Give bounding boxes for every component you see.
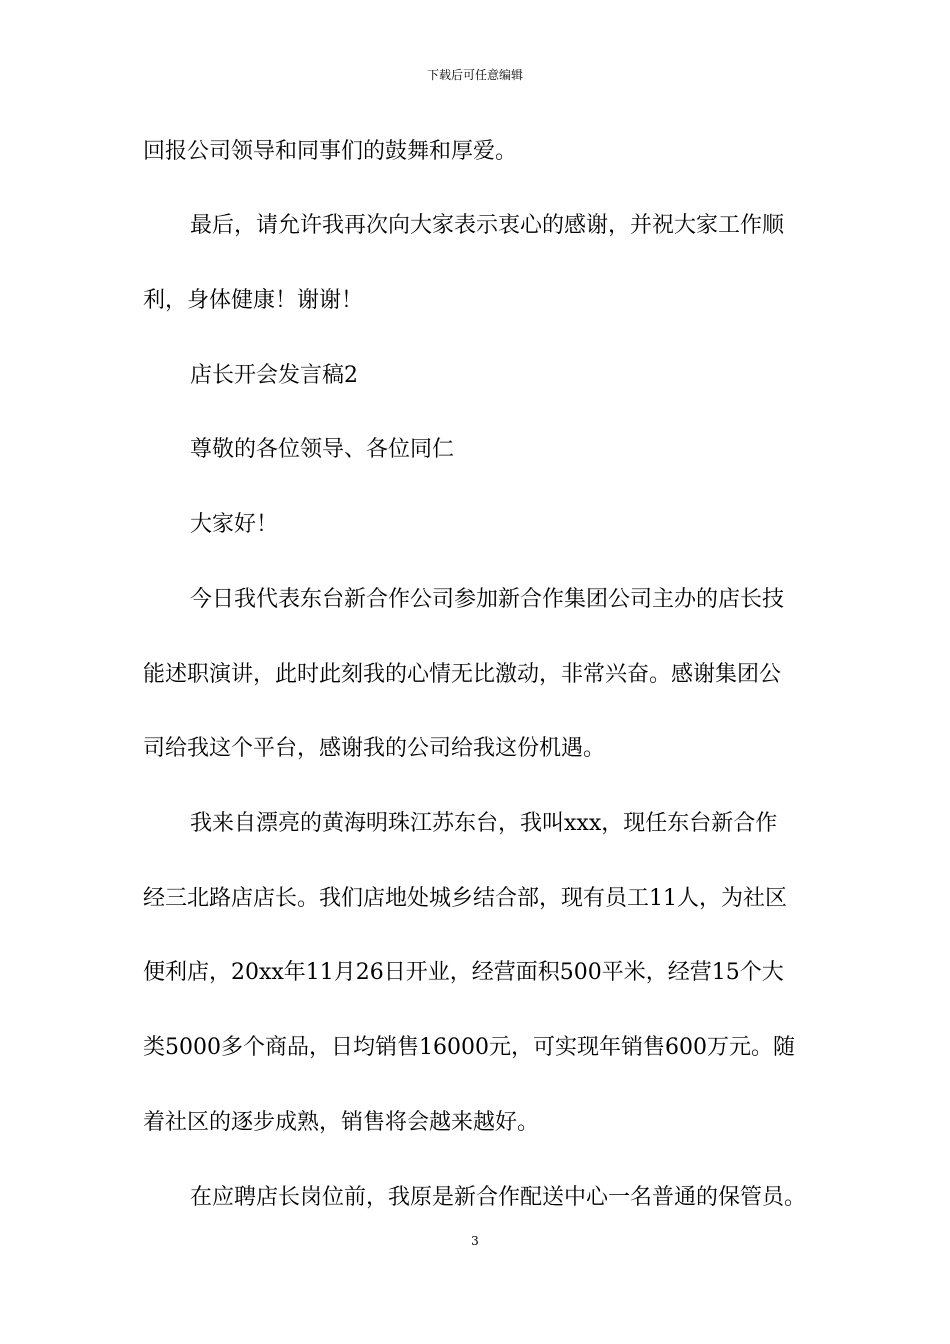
page-number: 3 <box>471 1234 479 1248</box>
text-line: 能述职演讲，此时此刻我的心情无比激动，非常兴奋。感谢集团公 <box>143 662 782 687</box>
text-line: 类5000多个商品，日均销售16000元，可实现年销售600万元。随 <box>143 1035 795 1060</box>
text-line: 今日我代表东台新合作公司参加新合作集团公司主办的店长技 <box>190 587 785 612</box>
text-line: 大家好！ <box>190 512 279 537</box>
text-line: 尊敬的各位领导、各位同仁 <box>190 437 455 462</box>
text-line: 经三北路店店长。我们店地处城乡结合部，现有员工11人，为社区 <box>143 886 787 911</box>
text-line: 在应聘店长岗位前，我原是新合作配送中心一名普通的保管员。 <box>190 1185 807 1210</box>
text-line: 便利店，20xx年11月26日开业，经营面积500平米，经营15个大 <box>143 960 784 985</box>
text-line: 着社区的逐步成熟，销售将会越来越好。 <box>143 1110 540 1135</box>
text-line: 最后，请允许我再次向大家表示衷心的感谢，并祝大家工作顺 <box>190 213 785 238</box>
text-line: 回报公司领导和同事们的鼓舞和厚爱。 <box>143 139 518 164</box>
text-line: 司给我这个平台，感谢我的公司给我这份机遇。 <box>143 736 606 761</box>
text-line: 我来自漂亮的黄海明珠江苏东台，我叫xxx，现任东台新合作 <box>190 811 778 836</box>
page-header: 下载后可任意编辑 <box>426 68 523 82</box>
text-line: 利，身体健康！谢谢！ <box>143 288 364 313</box>
section-title: 店长开会发言稿2 <box>190 363 358 388</box>
